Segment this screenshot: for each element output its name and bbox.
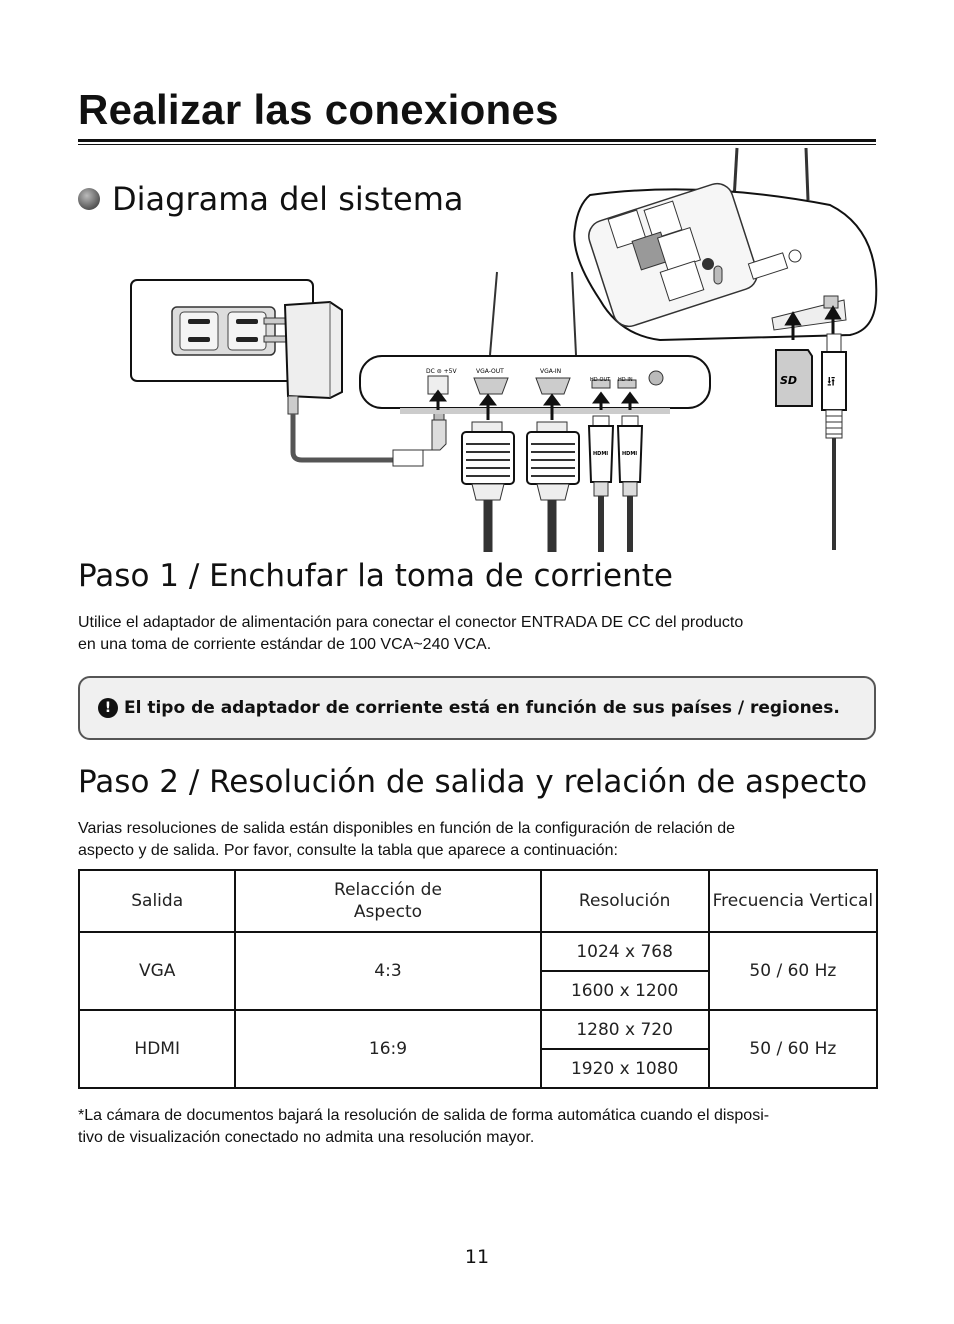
exclamation-icon: !: [98, 698, 118, 718]
vga-cables-illustration: [462, 422, 579, 552]
hdmi-in-plug-label: HDMI: [622, 451, 638, 457]
camera-base-illustration: [574, 148, 876, 340]
step2-body-line2: aspecto y de salida. Por favor, consulte la tabla que aparece a continuación:: [78, 842, 618, 859]
output-cell: HDMI: [79, 1010, 235, 1088]
output-cell: VGA: [79, 932, 235, 1010]
table-row: [79, 1010, 877, 1049]
sd-card-illustration: [776, 350, 812, 406]
resolution-table: [78, 869, 878, 1089]
aspect-cell: 16:9: [235, 1010, 540, 1088]
step2-body-line1: Varias resoluciones de salida están disponibles en función de la configuración de relación de: [78, 820, 736, 837]
hdmi-cables-illustration: [589, 416, 642, 552]
diagram-title: Diagrama del sistema: [112, 180, 464, 218]
page-number: 11: [464, 1246, 490, 1268]
note-box: [78, 676, 876, 740]
table-row: [79, 932, 877, 971]
page-title: Realizar las conexiones: [78, 86, 559, 133]
resolution-cell: 1280 x 720: [541, 1010, 709, 1049]
resolution-cell: 1920 x 1080: [541, 1049, 709, 1088]
footnote: [78, 1105, 868, 1149]
usb-icon: ⭿: [827, 375, 836, 390]
bullet-icon: [78, 188, 100, 210]
frequency-cell: 50 / 60 Hz: [709, 932, 877, 1010]
vga-out-port-label: VGA-OUT: [476, 368, 504, 375]
usb-cable-illustration: [822, 334, 846, 550]
hd-in-port-label: HD-IN: [618, 377, 633, 383]
vga-in-port-label: VGA-IN: [540, 368, 562, 375]
step1-heading: Paso 1 / Enchufar la toma de corriente: [78, 558, 673, 594]
step1-body-line1: Utilice el adaptador de alimentación para conectar el conector ENTRADA DE CC del producto: [78, 614, 744, 631]
step2-body: [78, 818, 868, 862]
header-cell: Resolución: [541, 870, 709, 932]
footnote-line1: *La cámara de documentos bajará la resolución de salida de forma automática cuando el disposi-: [78, 1107, 770, 1124]
header-cell: Relacción de Aspecto: [235, 870, 540, 932]
header-cell: Frecuencia Vertical: [709, 870, 877, 932]
sd-logo-text: SD: [780, 374, 798, 387]
frequency-cell: 50 / 60 Hz: [709, 1010, 877, 1088]
step1-body: [78, 612, 868, 656]
table-header-row: [79, 870, 877, 932]
step1-body-line2: en una toma de corriente estándar de 100 VCA~240 VCA.: [78, 636, 492, 653]
hd-out-port-label: HD-OUT: [590, 377, 611, 383]
resolution-cell: 1024 x 768: [541, 932, 709, 971]
dc-in-port-label: DC ⊜ +5V: [426, 368, 457, 375]
resolution-cell: 1600 x 1200: [541, 971, 709, 1010]
aspect-cell: 4:3: [235, 932, 540, 1010]
diagram-heading: [78, 180, 463, 218]
footnote-line2: tivo de visualización conectado no admita una resolución mayor.: [78, 1129, 535, 1146]
step2-heading: Paso 2 / Resolución de salida y relación de aspecto: [78, 764, 868, 800]
hdmi-out-plug-label: HDMI: [593, 451, 609, 457]
note-text: El tipo de adaptador de corriente está en función de sus países / regiones.: [124, 698, 840, 718]
header-cell: Salida: [79, 870, 235, 932]
